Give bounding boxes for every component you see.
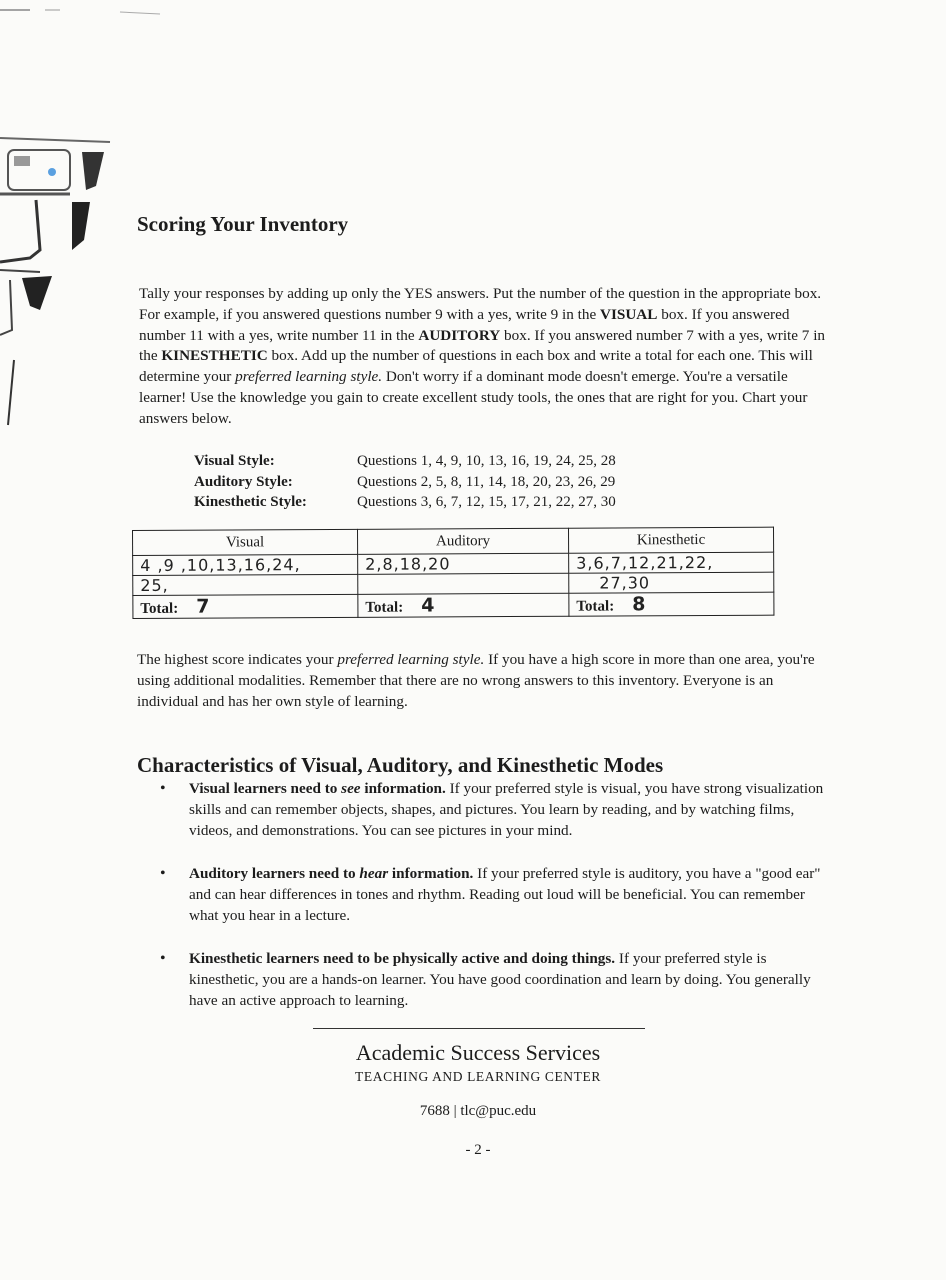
- bullet-lead: Visual learners need to see information.: [189, 780, 446, 797]
- footer-dept: TEACHING AND LEARNING CENTER: [355, 1069, 601, 1084]
- question-map-row-kinesthetic: [194, 492, 616, 513]
- scan-artifact-left-edge: [0, 130, 120, 430]
- question-list: Questions 1, 4, 9, 10, 13, 16, 19, 24, 25, 28: [357, 453, 616, 469]
- question-list: Questions 2, 5, 8, 11, 14, 18, 20, 23, 26, 29: [357, 473, 616, 490]
- total-label: Total:: [365, 599, 404, 616]
- style-label: Visual Style:: [194, 453, 275, 469]
- auditory-answers-cell[interactable]: 2,8,18,20: [358, 553, 569, 574]
- question-map-row-auditory: [194, 472, 616, 493]
- bullet-text: If your preferred style is kinesthetic, you are a hands-on learner. You have good coordination and learn by doing. You generally have an active approach to learning.: [189, 950, 811, 1009]
- question-map-row-visual: [194, 451, 616, 472]
- kinesthetic-total-cell[interactable]: [569, 592, 774, 616]
- tally-header-row: [133, 527, 774, 555]
- intro-text: box. If you answered number 7 with a yes, write 7 in the: [139, 326, 826, 365]
- bullet-icon: •: [160, 865, 166, 882]
- bullet-text: If your preferred style is visual, you have strong visualization skills and can remember objects, shapes, and pictures. You learn by reading, and by watching films, videos, and demonstrations. You can see pictures in your mind.: [189, 780, 824, 839]
- scoring-heading: Scoring Your Inventory: [137, 212, 349, 236]
- page-number: - 2 -: [465, 1142, 491, 1158]
- style-label: Auditory Style:: [194, 473, 293, 490]
- bullet-text: If your preferred style is auditory, you have a "good ear" and can hear differences in tones and rhythm. Reading out loud will be beneficial. You can remember what you hear in a lecture.: [189, 865, 821, 924]
- characteristics-list: [160, 778, 832, 1033]
- kinesthetic-header: Kinesthetic: [568, 527, 773, 553]
- bullet-lead: Auditory learners need to hear information.: [189, 865, 474, 882]
- kinesthetic-keyword: KINESTHETIC: [161, 347, 268, 365]
- visual-header: Visual: [133, 529, 358, 555]
- scan-artifact-top: [0, 0, 200, 20]
- intro-text: box. Add up the number of questions in each box and write a total for each one. This will determine your: [139, 347, 813, 386]
- bullet-icon: •: [160, 950, 166, 967]
- auditory-total-value: 4: [421, 594, 436, 617]
- visual-keyword: VISUAL: [600, 305, 658, 323]
- kinesthetic-answers-cell[interactable]: 3,6,7,12,21,22,: [569, 552, 774, 573]
- characteristics-heading: Characteristics of Visual, Auditory, and Kinesthetic Modes: [137, 753, 664, 777]
- total-label: Total:: [140, 600, 179, 617]
- para-text: If you have a high score in more than one area, you're using additional modalities. Remember that there are no wrong answers to this inventory. Everyone is an individual and has her own style of learning.: [137, 651, 815, 710]
- preferred-style-phrase: preferred learning style.: [235, 368, 383, 386]
- auditory-header: Auditory: [357, 528, 568, 554]
- visual-total-cell[interactable]: [133, 594, 358, 618]
- footer-contact[interactable]: 7688 | tlc@puc.edu: [419, 1103, 537, 1119]
- kinesthetic-total-value: 8: [632, 593, 647, 616]
- preferred-style-phrase: preferred learning style.: [337, 651, 485, 668]
- tally-table: [132, 527, 774, 619]
- visual-answers-cell[interactable]: 4 ,9 ,10,13,16,24,: [133, 554, 358, 575]
- bullet-lead: Kinesthetic learners need to be physically active and doing things.: [189, 950, 616, 967]
- tally-total-row: [133, 592, 774, 618]
- intro-text: Tally your responses by adding up only the YES answers. Put the number of the question in the appropriate box. For example, if you answered questions number 9 with a yes, write 9 in the: [139, 285, 822, 323]
- auditory-keyword: AUDITORY: [418, 326, 501, 344]
- auditory-answers-cell[interactable]: [358, 573, 569, 594]
- list-item-auditory: [160, 863, 832, 926]
- list-item-kinesthetic: [160, 948, 832, 1011]
- kinesthetic-answers-cell[interactable]: 27,30: [569, 572, 774, 593]
- total-label: Total:: [576, 598, 615, 615]
- question-list: Questions 3, 6, 7, 12, 15, 17, 21, 22, 27, 30: [357, 494, 616, 510]
- visual-total-value: 7: [196, 595, 211, 618]
- auditory-total-cell[interactable]: [358, 593, 569, 617]
- bullet-icon: •: [160, 780, 166, 797]
- para-text: The highest score indicates your: [137, 651, 338, 668]
- style-label: Kinesthetic Style:: [194, 494, 307, 510]
- footer-divider: [313, 1028, 645, 1029]
- footer-org: Academic Success Services: [355, 1040, 601, 1065]
- score-explanation-paragraph: [137, 650, 837, 712]
- intro-text: Don't worry if a dominant mode doesn't emerge. You're a versatile learner! Use the knowledge you gain to create excellent study tools, the ones that are right for you. Chart your answers below.: [139, 368, 808, 427]
- question-map: [194, 451, 616, 513]
- list-item-visual: [160, 778, 832, 841]
- intro-text: box. If you answered number 11 with a yes, write number 11 in the: [139, 305, 790, 344]
- tally-row: [133, 552, 774, 575]
- intro-paragraph: [139, 284, 833, 430]
- visual-answers-cell[interactable]: 25,: [133, 574, 358, 595]
